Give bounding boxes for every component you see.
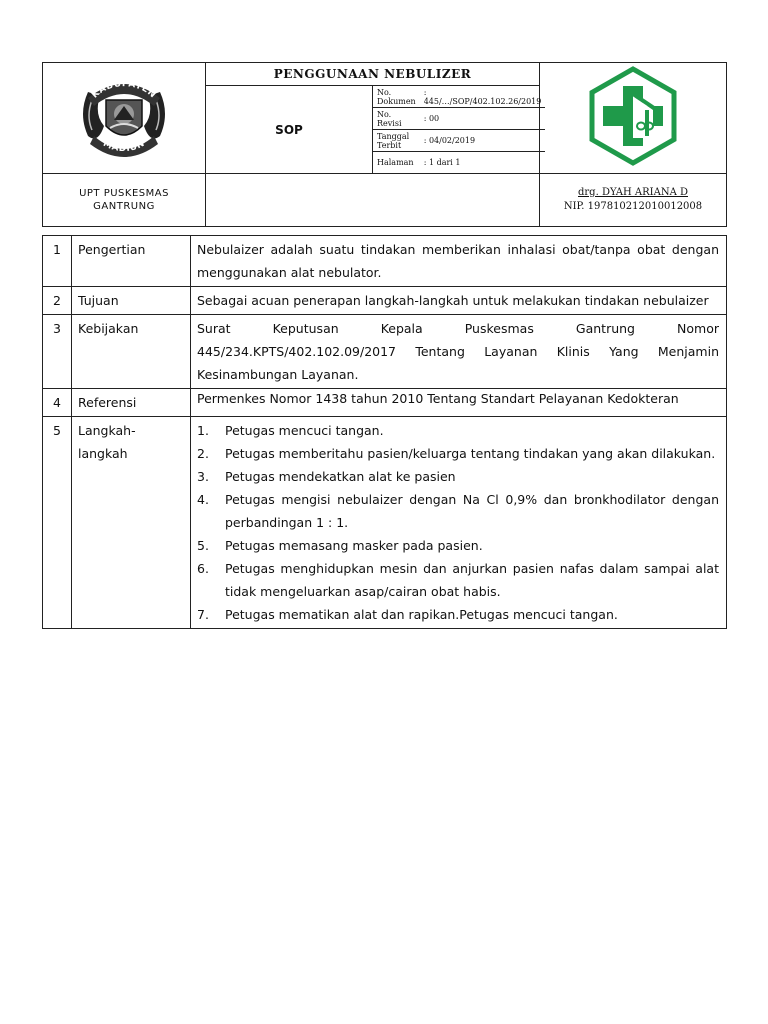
table-row: 1 Pengertian Nebulaizer adalah suatu tindakan memberikan inhalasi obat/tanpa obat dengan menggunakan alat nebulator. bbox=[43, 236, 727, 287]
sop-label: SOP bbox=[206, 86, 373, 174]
meta-row: No. Dokumen : 445/…/SOP/402.102.26/2019 bbox=[373, 86, 545, 108]
list-item: 1. Petugas mencuci tangan. bbox=[197, 423, 384, 438]
meta-row: Tanggal Terbit : 04/02/2019 bbox=[373, 130, 545, 152]
steps-list bbox=[197, 419, 719, 626]
sop-content-table bbox=[42, 235, 727, 629]
puskesmas-logo-cell bbox=[540, 63, 727, 174]
organization-name: UPT PUSKESMAS GANTRUNG bbox=[43, 174, 206, 227]
signer-block bbox=[540, 174, 727, 227]
table-row: 2 Tujuan Sebagai acuan penerapan langkah-langkah untuk melakukan tindakan nebulaizer bbox=[43, 287, 727, 315]
document-meta bbox=[373, 86, 540, 174]
table-row: 5 Langkah-langkah 1. Petugas mencuci tangan. 2. Petugas memberitahu pasien/keluarga tentang tindakan yang akan dilakukan. 3. Petugas mendekatkan alat ke pasien 4. Petugas mengisi nebulaizer dengan Na Cl 0,9% dan bronkhodilator dengan perbandingan 1 : 1. 5. Petugas memasang masker pada pasien. 6. Petugas menghidupkan mesin dan anjurkan pasien nafas dalam sampai alat tidak mengeluarkan asap/cairan obat habis. 7. Petugas mematikan alat dan rapikan.Petugas mencuci tangan. bbox=[43, 417, 727, 629]
kabupaten-madiun-emblem-icon bbox=[74, 70, 174, 162]
kabupaten-logo-cell bbox=[43, 63, 206, 174]
meta-row: No. Revisi : 00 bbox=[373, 108, 545, 130]
table-row: 3 Kebijakan Surat Keputusan Kepala Puskesmas Gantrung Nomor 445/234.KPTS/402.102.09/2017 Tentang Layanan Klinis Yang Menjamin Kesinambungan Layanan. bbox=[43, 315, 727, 389]
sop-header-table bbox=[42, 62, 727, 227]
list-item: 6. Petugas menghidupkan mesin dan anjurkan pasien nafas dalam sampai alat tidak mengeluarkan asap/cairan obat habis. bbox=[197, 561, 719, 599]
meta-row: Halaman : 1 dari 1 bbox=[377, 158, 461, 167]
svg-text:KABUPATEN: KABUPATEN bbox=[90, 79, 158, 101]
signer-name: drg. DYAH ARIANA D bbox=[578, 187, 688, 198]
document-title: PENGGUNAAN NEBULIZER bbox=[206, 63, 540, 86]
signer-nip: NIP. 197810212010012008 bbox=[563, 201, 703, 212]
steps-cell bbox=[191, 417, 727, 629]
table-row: 4 Referensi Permenkes Nomor 1438 tahun 2010 Tentang Standart Pelayanan Kedokteran bbox=[43, 389, 727, 417]
list-item: 7. Petugas mematikan alat dan rapikan.Petugas mencuci tangan. bbox=[197, 607, 618, 622]
list-item: 5. Petugas memasang masker pada pasien. bbox=[197, 538, 483, 553]
puskesmas-logo-icon bbox=[583, 66, 683, 166]
list-item: 2. Petugas memberitahu pasien/keluarga tentang tindakan yang akan dilakukan. bbox=[197, 446, 716, 461]
list-item: 4. Petugas mengisi nebulaizer dengan Na Cl 0,9% dan bronkhodilator dengan perbandingan 1 : 1. bbox=[197, 492, 719, 530]
blank-cell bbox=[206, 174, 540, 227]
list-item: 3. Petugas mendekatkan alat ke pasien bbox=[197, 469, 456, 484]
svg-text:MADIUN: MADIUN bbox=[101, 138, 147, 155]
